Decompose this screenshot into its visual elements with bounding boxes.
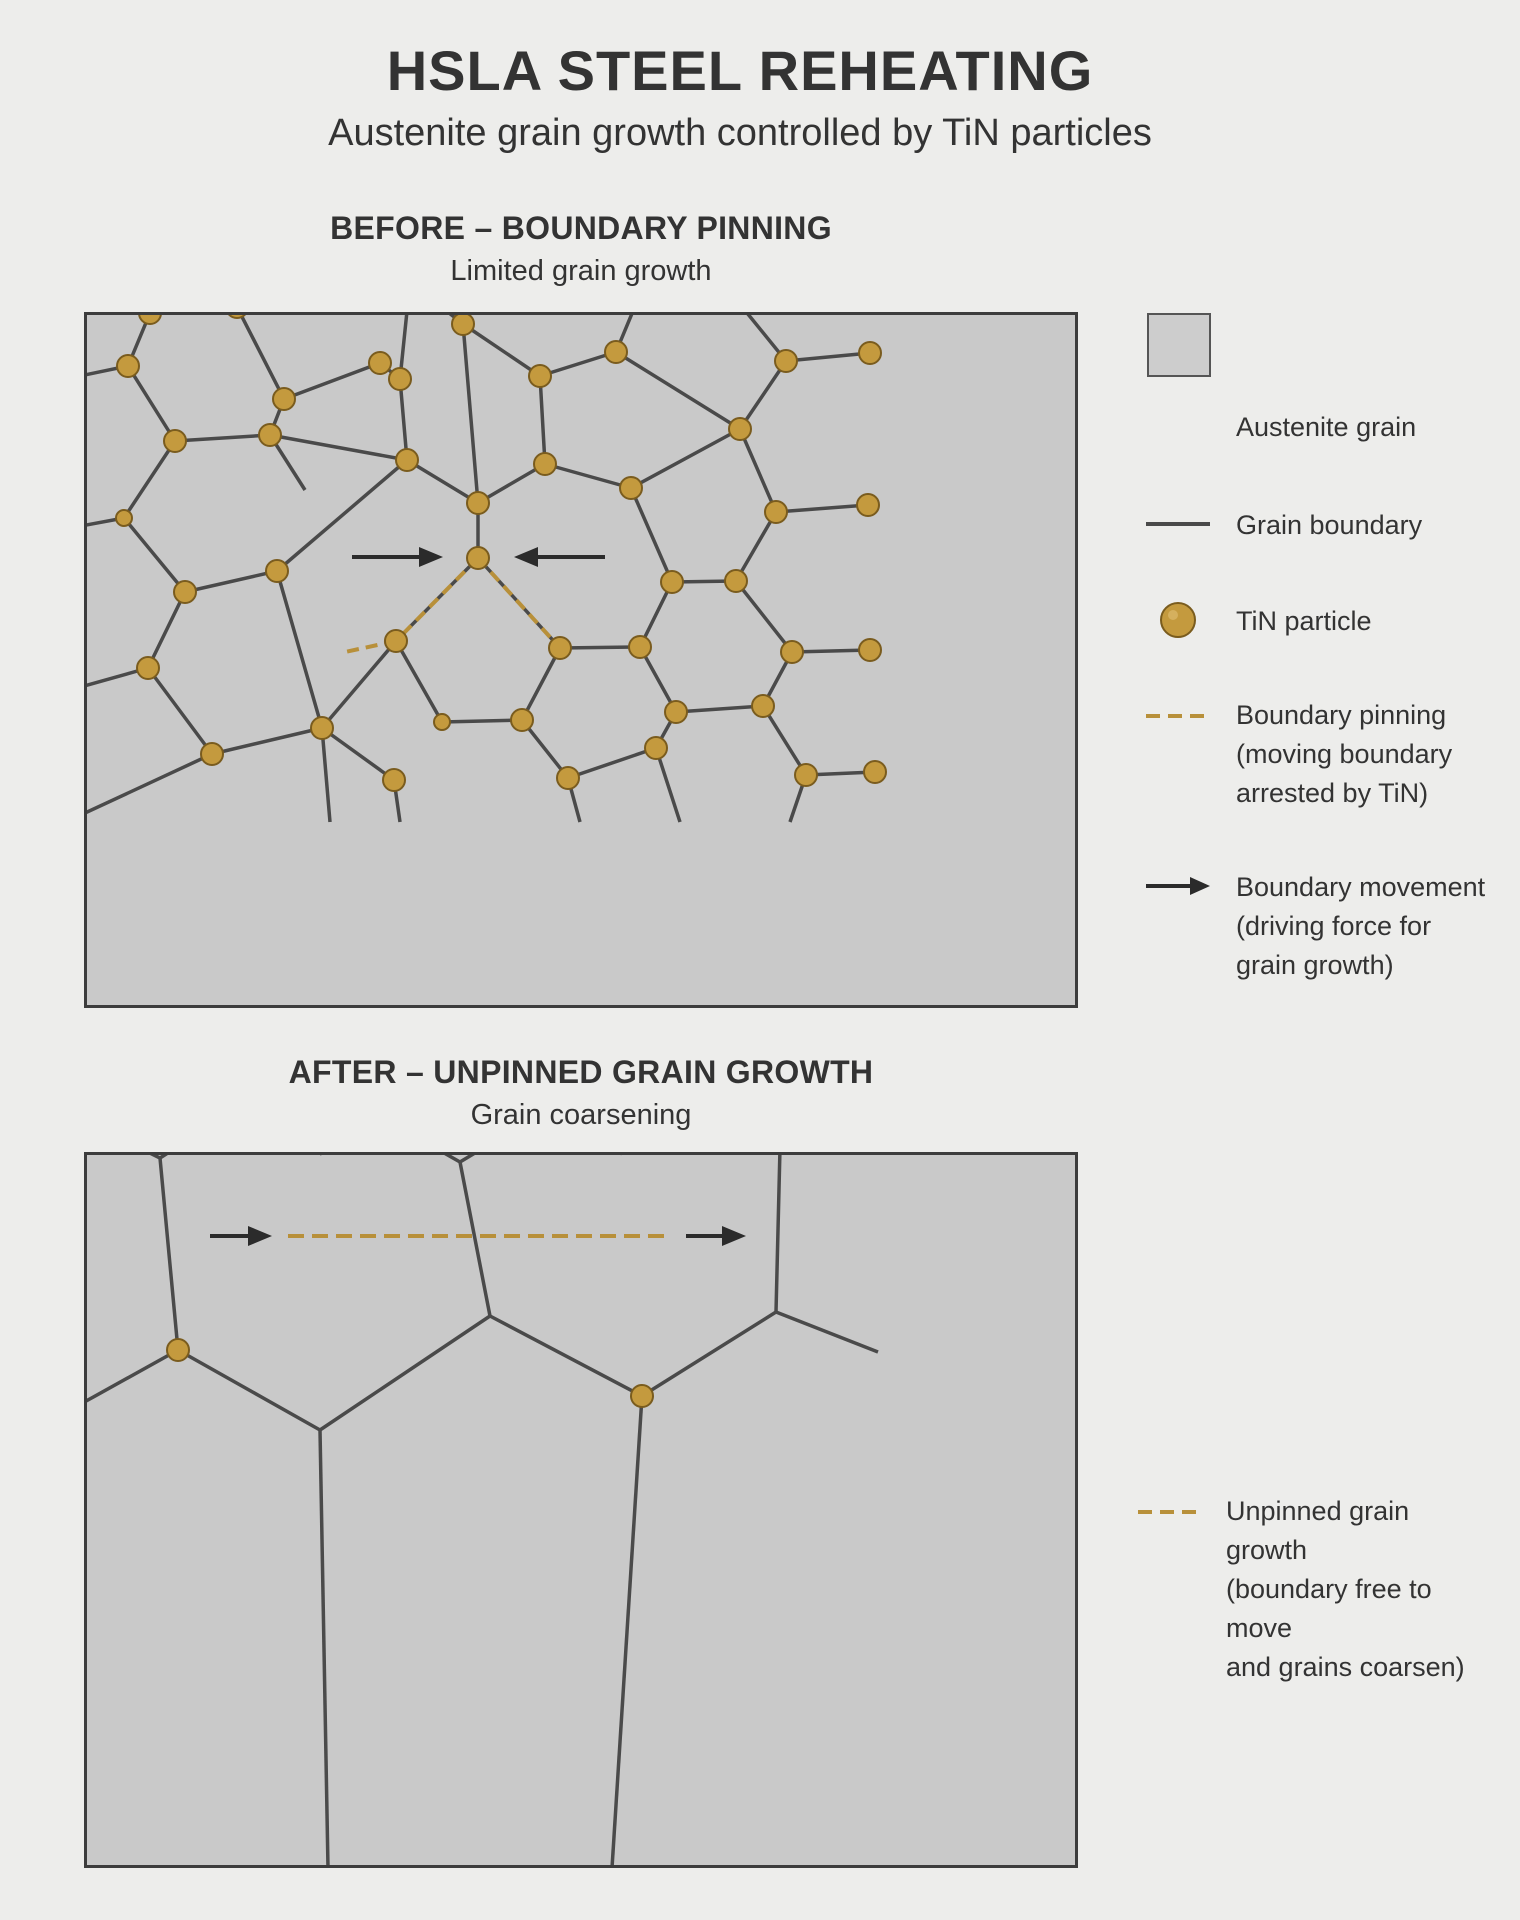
tin-particle-icon <box>137 657 159 679</box>
tin-particle-icon <box>164 430 186 452</box>
grain-boundary <box>320 1430 328 1865</box>
tin-particle-icon <box>369 352 391 374</box>
grain-boundary <box>87 754 212 820</box>
after-microstructure-panel <box>84 1152 1078 1868</box>
grain-boundary <box>776 1312 878 1352</box>
tin-particle-icon <box>529 365 551 387</box>
tin-particle-icon <box>452 315 474 335</box>
tin-particle-icon <box>859 639 881 661</box>
tin-particle-icon <box>857 494 879 516</box>
tin-particle-icon <box>729 418 751 440</box>
tin-particle-icon <box>266 560 288 582</box>
grain-boundary <box>124 518 185 592</box>
grain-boundary <box>560 647 640 648</box>
grain-boundary <box>460 1162 490 1316</box>
grain-boundary <box>568 748 656 778</box>
tin-particle-icon <box>620 477 642 499</box>
grain-boundary <box>322 641 396 728</box>
tin-particle-icon <box>661 571 683 593</box>
grain-boundary <box>185 571 277 592</box>
grain-boundary <box>298 1155 460 1162</box>
after-grain-diagram <box>87 1155 1075 1865</box>
tin-particle-icon <box>665 701 687 723</box>
tin-particle-icon <box>629 636 651 658</box>
tin-particle-icon <box>273 388 295 410</box>
tin-particle-icon <box>201 743 223 765</box>
tin-particle-icon <box>631 1385 653 1407</box>
grain-boundary <box>740 361 786 429</box>
grain-boundary <box>612 1396 642 1865</box>
tin-particle-icon <box>434 714 450 730</box>
after-panel-header <box>84 1054 1078 1132</box>
tin-particle-icon <box>859 342 881 364</box>
grain-boundary <box>631 488 672 582</box>
grain-boundary <box>277 571 322 728</box>
grain-boundary <box>320 1316 490 1430</box>
legend-unpinned-growth-desc-2: and grains coarsen) <box>1226 1652 1465 1682</box>
after-subheading: Grain coarsening <box>470 1099 692 1131</box>
grain-boundary <box>87 1350 178 1410</box>
grain-boundary <box>175 435 270 441</box>
legend-boundary-pinning-desc-1: (moving boundary <box>1236 739 1453 769</box>
grain-boundary <box>396 641 442 722</box>
grain-boundary <box>736 581 792 652</box>
legend-boundary-pinning-label: Boundary pinning <box>1236 700 1447 730</box>
before-panel-header <box>84 210 1078 288</box>
legend-unpinned-growth-desc-1: (boundary free to move <box>1226 1574 1432 1643</box>
legend-boundary-pinning-desc-2: arrested by TiN) <box>1236 778 1429 808</box>
grain-boundary <box>160 1155 298 1158</box>
tin-particle-icon <box>385 630 407 652</box>
tin-particle-icon <box>226 315 248 318</box>
grain-boundary <box>460 1155 626 1162</box>
after-heading: AFTER – UNPINNED GRAIN GROWTH <box>288 1054 874 1090</box>
grain-boundary <box>87 1155 160 1158</box>
tin-particle-icon <box>534 453 556 475</box>
tin-particle-icon <box>383 769 405 791</box>
grain-boundary <box>676 706 763 712</box>
grain-boundary <box>631 429 740 488</box>
grain-boundary <box>642 1312 776 1396</box>
tin-particle-icon <box>795 764 817 786</box>
tin-particle-icon <box>765 501 787 523</box>
grain-boundary <box>540 376 545 464</box>
grain-boundary <box>522 648 560 720</box>
grain-boundary <box>442 720 522 722</box>
tin-particle-icon <box>645 737 667 759</box>
grain-boundary <box>270 435 407 460</box>
tin-particle-icon <box>725 570 747 592</box>
tin-particle-icon <box>1144 586 1212 654</box>
boundary-movement-arrow-right-head <box>514 547 538 567</box>
tin-particle-icon <box>167 1339 189 1361</box>
grain-boundary <box>148 668 212 754</box>
grain-boundary <box>776 505 868 512</box>
grain-boundary <box>545 464 631 488</box>
tin-particle-icon <box>752 695 774 717</box>
tin-particle-icon <box>117 355 139 377</box>
pinning-dash-icon <box>1144 682 1212 750</box>
boundary-movement-arrow-left-head <box>419 547 443 567</box>
tin-particle-icon <box>389 368 411 390</box>
grain-boundary <box>178 1350 320 1430</box>
grain-boundary <box>490 1316 642 1396</box>
tin-particle-icon <box>864 761 886 783</box>
grain-boundary <box>740 429 776 512</box>
grain-boundary <box>776 1155 780 1312</box>
tin-particle-icon <box>311 717 333 739</box>
grain-boundary <box>284 363 380 399</box>
tin-particle-icon <box>605 341 627 363</box>
legend-boundary-movement-desc-2: grain growth) <box>1236 950 1394 980</box>
legend-grain-boundary-label: Grain boundary <box>1236 510 1423 540</box>
tin-particle-icon <box>775 350 797 372</box>
grain-boundary <box>148 592 185 668</box>
grain-boundary <box>212 728 322 754</box>
legend-boundary-movement-desc-1: (driving force for <box>1236 911 1432 941</box>
tin-particle-icon <box>557 767 579 789</box>
grain-boundary <box>407 460 478 503</box>
tin-particle-icon <box>259 424 281 446</box>
grain-boundary <box>124 441 175 518</box>
grain-boundary-line-icon <box>1144 490 1212 558</box>
legend-boundary-movement-label: Boundary movement <box>1236 872 1486 902</box>
grain-boundary <box>322 728 394 780</box>
grain-boundary <box>616 352 740 429</box>
grain-boundary <box>463 324 540 376</box>
page-subtitle: Austenite grain growth controlled by TiN particles <box>328 112 1152 154</box>
grain-boundary <box>237 315 284 399</box>
grain-boundary <box>322 728 330 822</box>
legend-unpinned-growth-label: Unpinned grain growth <box>1226 1496 1410 1565</box>
tin-particle-icon <box>467 492 489 514</box>
grain-boundary <box>128 366 175 441</box>
tin-particle-icon <box>116 510 132 526</box>
unpinned-dash-icon <box>1136 1478 1204 1546</box>
tin-particle-icon <box>511 709 533 731</box>
before-subheading: Limited grain growth <box>450 255 712 287</box>
tin-particle-icon <box>174 581 196 603</box>
tin-particle-icon <box>549 637 571 659</box>
before-heading: BEFORE – BOUNDARY PINNING <box>330 210 832 246</box>
legend-tin-particle-label: TiN particle <box>1236 606 1372 636</box>
before-grain-diagram <box>87 315 1075 1005</box>
tin-particle-icon <box>781 641 803 663</box>
growth-arrow-left-head <box>248 1226 272 1246</box>
tin-particle-icon <box>396 449 418 471</box>
grain-boundary <box>786 353 870 361</box>
growth-arrow-right-head <box>722 1226 746 1246</box>
page-title: HSLA STEEL REHEATING <box>386 39 1094 102</box>
legend-austenite-grain-label: Austenite grain <box>1236 412 1417 442</box>
tin-particle-icon <box>467 547 489 569</box>
grain-boundary <box>160 1158 178 1350</box>
austenite-grain-swatch-icon <box>1144 310 1212 378</box>
grain-boundary <box>400 379 407 460</box>
grain-boundary <box>463 324 478 503</box>
tin-particle-icon <box>139 315 161 324</box>
grain-boundary <box>763 706 806 775</box>
before-microstructure-panel <box>84 312 1078 1008</box>
movement-arrow-icon <box>1144 852 1212 920</box>
